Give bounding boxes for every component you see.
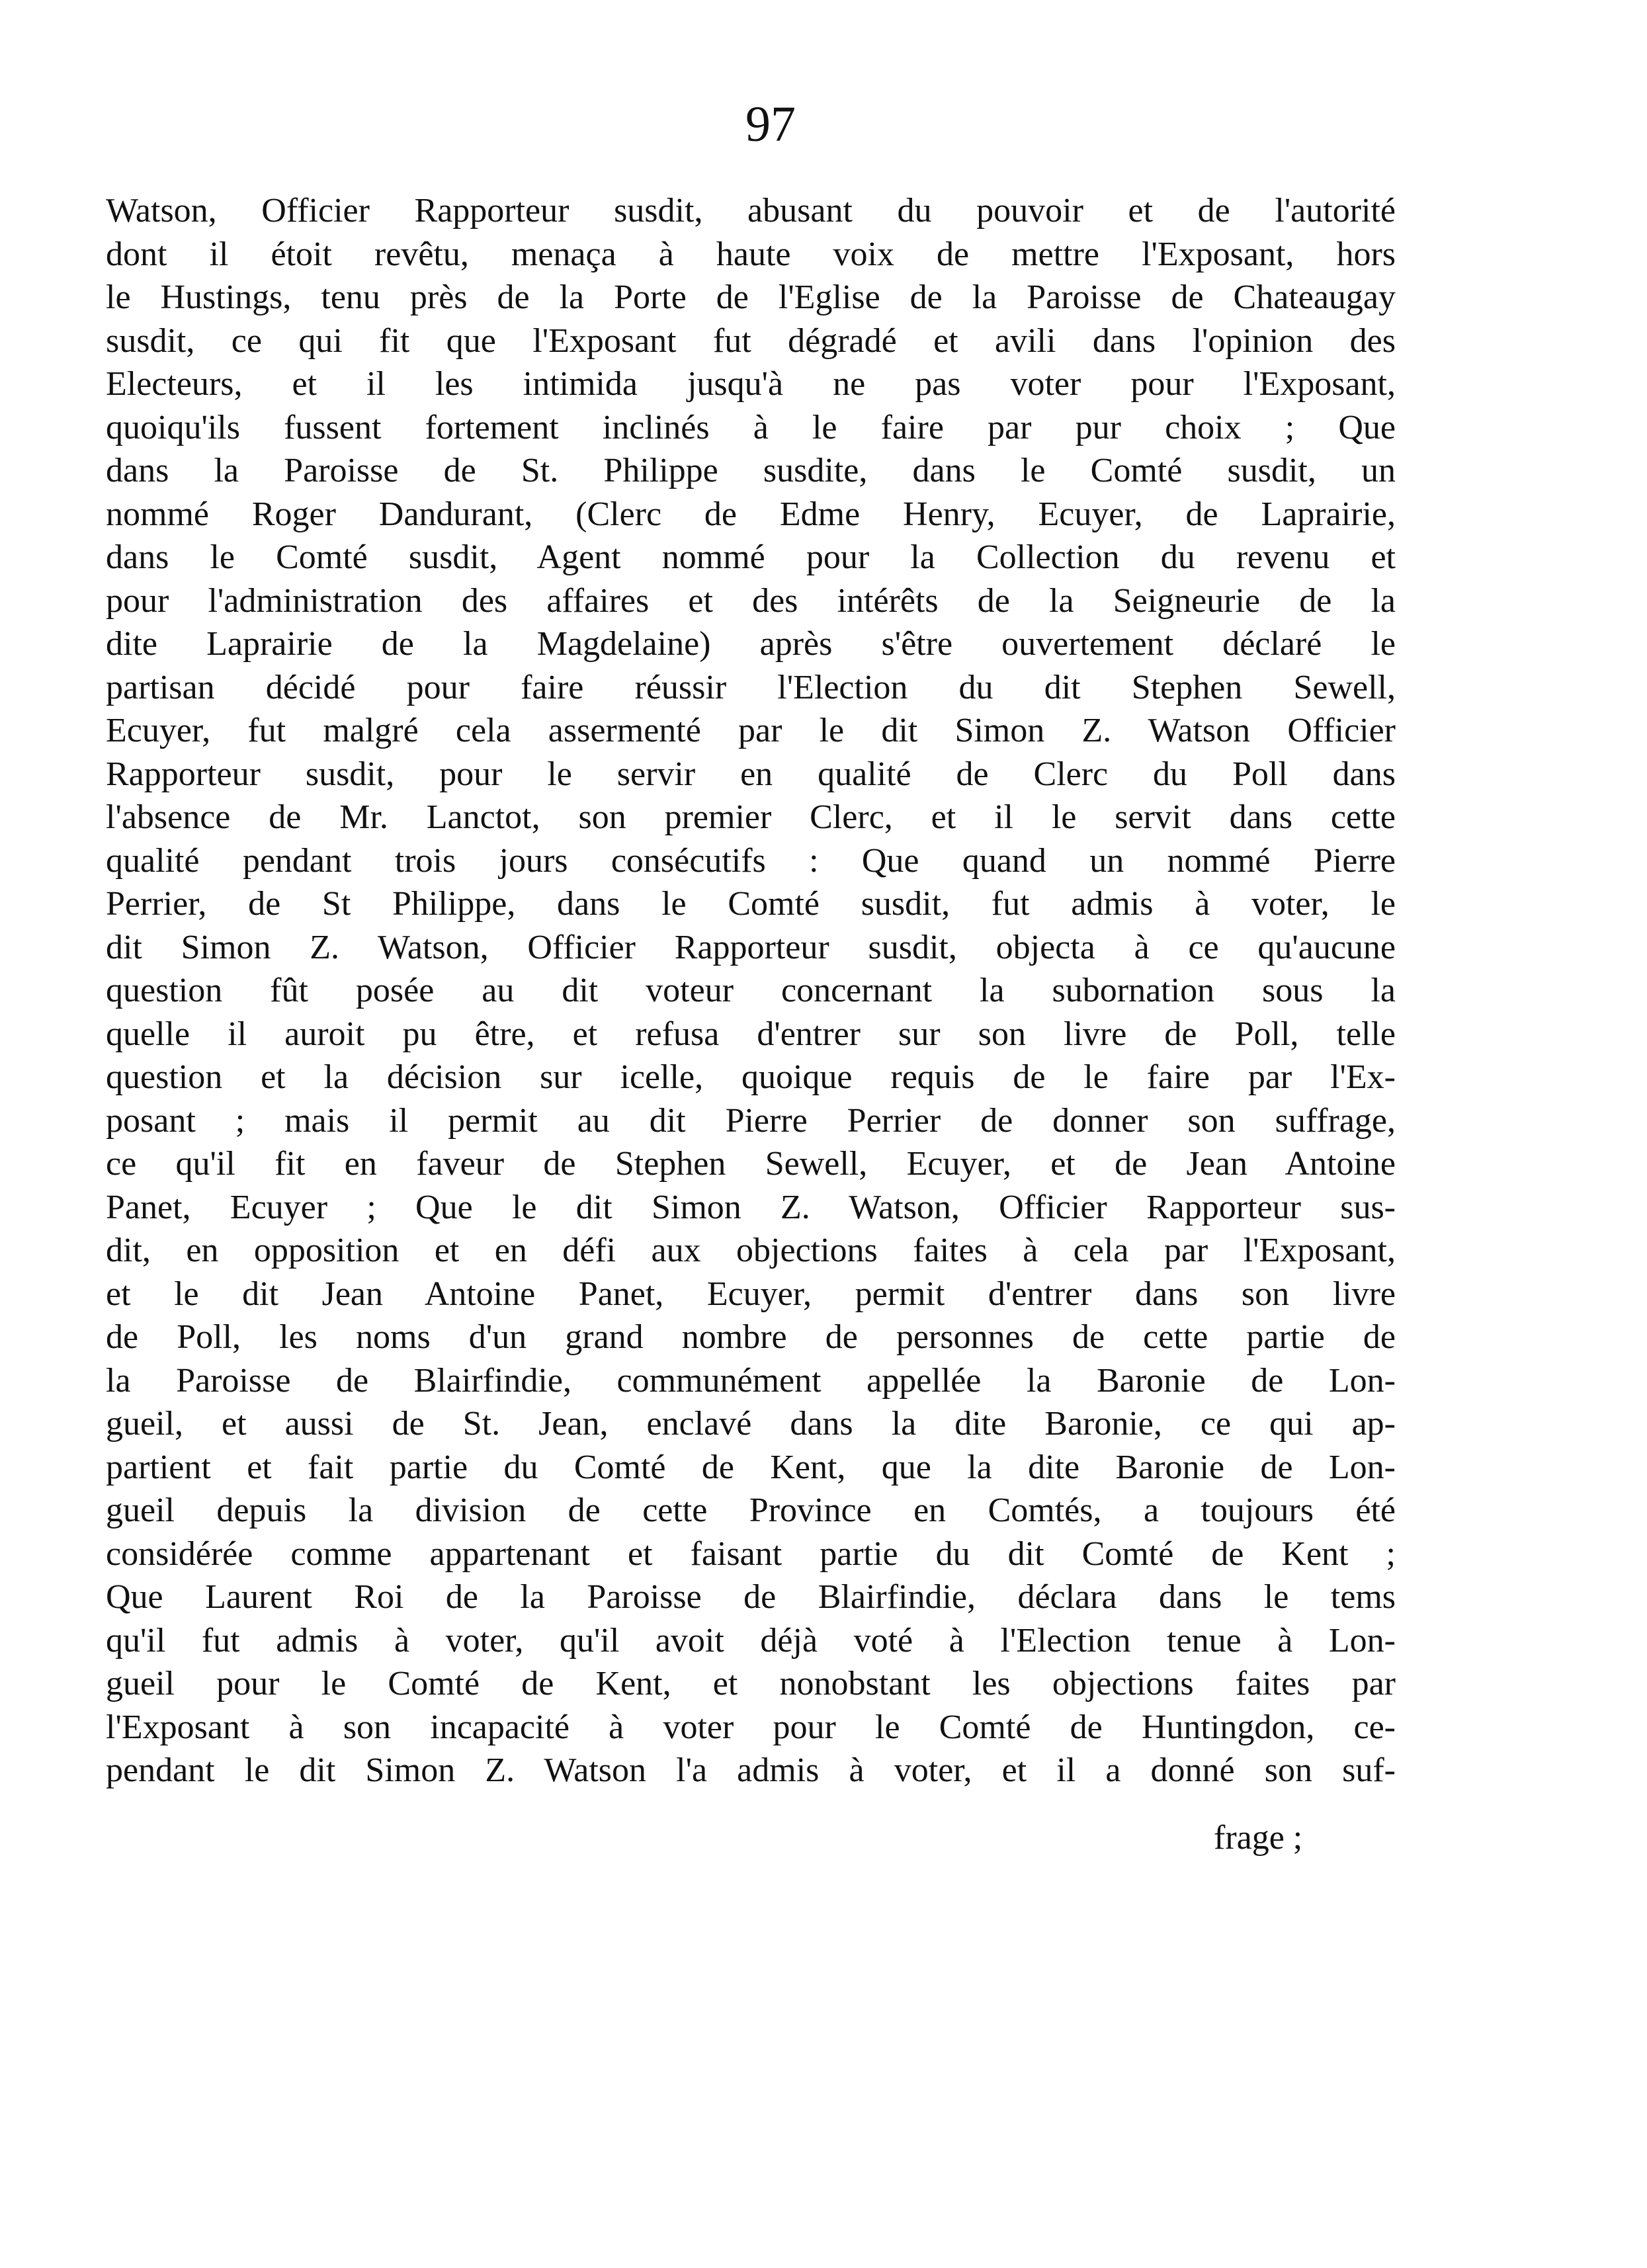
text-line-4: susdit, ce qui fit que l'Exposant fut dégradé et avili dans l'opinion des [106, 321, 1396, 360]
text-line-22: posant ; mais il permit au dit Pierre Perrier de donner son suffrage, [106, 1101, 1396, 1140]
text-line-8: nommé Roger Dandurant, (Clerc de Edme Henry, Ecuyer, de Laprairie, [106, 495, 1396, 533]
text-line-10: pour l'administration des affaires et des intérêts de la Seigneurie de la [106, 581, 1396, 620]
catchword: frage ; [1214, 1819, 1303, 1857]
text-line-18: dit Simon Z. Watson, Officier Rapporteur susdit, objecta à ce qu'aucune [106, 928, 1396, 966]
text-line-19: question fût posée au dit voteur concernant la subornation sous la [106, 972, 1396, 1009]
text-line-36: l'Exposant à son incapacité à voter pour le Comté de Huntingdon, ce- [106, 1708, 1396, 1746]
text-line-23: ce qu'il fit en faveur de Stephen Sewell, Ecuyer, et de Jean Antoine [106, 1145, 1396, 1183]
text-line-28: la Paroisse de Blairfindie, communément appellée la Baronie de Lon- [106, 1361, 1396, 1400]
text-line-20: quelle il auroit pu être, et refusa d'entrer sur son livre de Poll, telle [106, 1015, 1396, 1053]
text-line-1: Watson, Officier Rapporteur susdit, abusant du pouvoir et de l'autorité [106, 192, 1396, 230]
text-line-17: Perrier, de St Philippe, dans le Comté susdit, fut admis à voter, le [106, 885, 1396, 923]
text-line-29: gueil, et aussi de St. Jean, enclavé dans la dite Baronie, ce qui ap- [106, 1405, 1396, 1443]
text-line-26: et le dit Jean Antoine Panet, Ecuyer, permit d'entrer dans son livre [106, 1275, 1396, 1313]
text-line-2: dont il étoit revêtu, menaça à haute voix de mettre l'Exposant, hors [106, 235, 1396, 273]
text-line-33: Que Laurent Roi de la Paroisse de Blairfindie, déclara dans le tems [106, 1578, 1396, 1616]
text-line-21: question et la décision sur icelle, quoique requis de le faire par l'Ex- [106, 1058, 1396, 1096]
text-line-34: qu'il fut admis à voter, qu'il avoit déjà voté à l'Election tenue à Lon- [106, 1621, 1396, 1659]
text-line-27: de Poll, les noms d'un grand nombre de personnes de cette partie de [106, 1318, 1396, 1356]
text-line-12: partisan décidé pour faire réussir l'Election du dit Stephen Sewell, [106, 668, 1396, 706]
text-line-25: dit, en opposition et en défi aux objections faites à cela par l'Exposant, [106, 1232, 1396, 1269]
text-line-3: le Hustings, tenu près de la Porte de l'Eglise de la Paroisse de Chateaugay [106, 278, 1396, 316]
text-line-9: dans le Comté susdit, Agent nommé pour la Collection du revenu et [106, 538, 1396, 576]
text-line-24: Panet, Ecuyer ; Que le dit Simon Z. Watson, Officier Rapporteur sus- [106, 1188, 1396, 1226]
text-line-6: quoiqu'ils fussent fortement inclinés à le faire par pur choix ; Que [106, 408, 1396, 446]
text-line-5: Electeurs, et il les intimida jusqu'à ne pas voter pour l'Exposant, [106, 365, 1396, 403]
page-number: 97 [745, 97, 796, 152]
text-line-15: l'absence de Mr. Lanctot, son premier Clerc, et il le servit dans cette [106, 798, 1396, 836]
text-line-37: pendant le dit Simon Z. Watson l'a admis à voter, et il a donné son suf- [106, 1751, 1396, 1789]
text-line-35: gueil pour le Comté de Kent, et nonobstant les objections faites par [106, 1665, 1396, 1702]
text-line-7: dans la Paroisse de St. Philippe susdite, dans le Comté susdit, un [106, 452, 1396, 489]
text-line-13: Ecuyer, fut malgré cela assermenté par le dit Simon Z. Watson Officier [106, 712, 1396, 749]
text-line-14: Rapporteur susdit, pour le servir en qualité de Clerc du Poll dans [106, 755, 1396, 793]
text-line-30: partient et fait partie du Comté de Kent, que la dite Baronie de Lon- [106, 1448, 1396, 1486]
text-line-16: qualité pendant trois jours consécutifs : Que quand un nommé Pierre [106, 841, 1396, 880]
text-line-11: dite Laprairie de la Magdelaine) après s'être ouvertement déclaré le [106, 625, 1396, 663]
text-line-31: gueil depuis la division de cette Province en Comtés, a toujours été [106, 1491, 1396, 1529]
text-line-32: considérée comme appartenant et faisant partie du dit Comté de Kent ; [106, 1534, 1396, 1573]
body-text [106, 189, 1396, 1792]
